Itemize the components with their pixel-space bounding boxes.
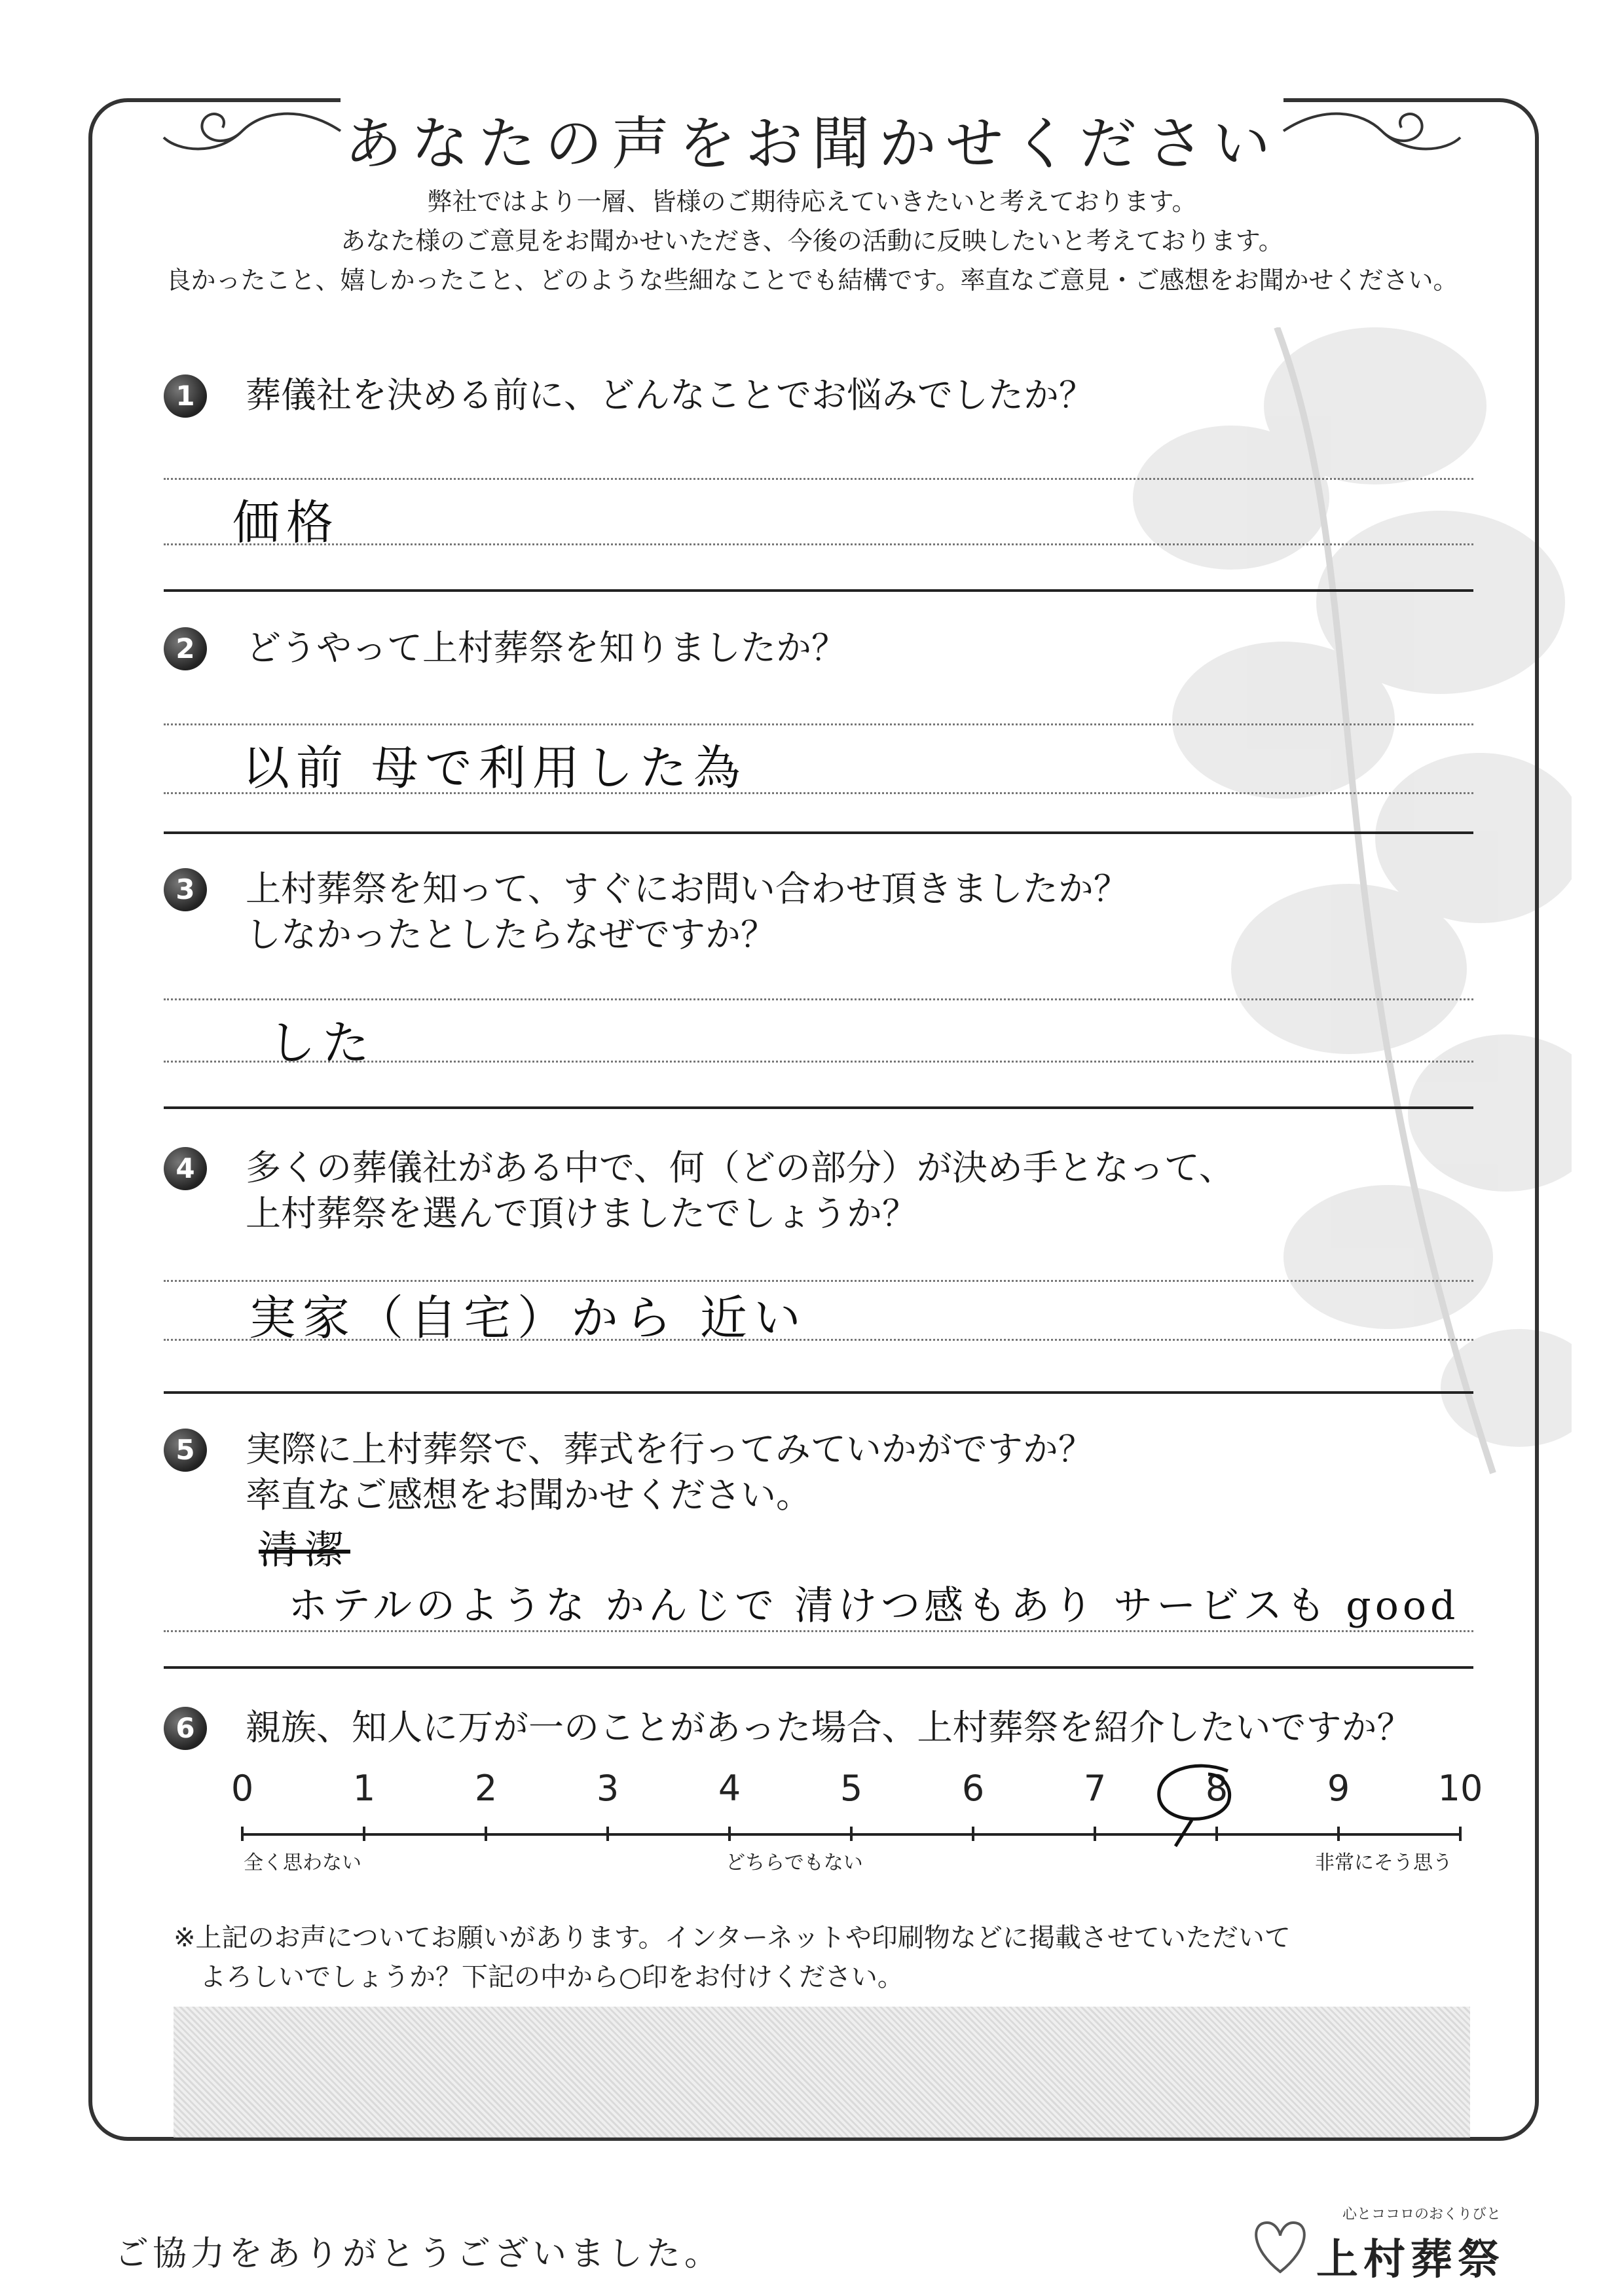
scale-option-3[interactable]: 3: [596, 1768, 619, 1809]
question-2-answer[interactable]: 以前 母で利用した為: [242, 740, 747, 795]
logo-name: 上村葬祭: [1316, 2236, 1505, 2284]
question-6-text: 親族、知人に万が一のことがあった場合、上村葬祭を紹介したいですか？: [246, 1707, 1412, 1748]
scale-tick: [241, 1827, 244, 1841]
scale-tick: [363, 1827, 365, 1841]
question-3-answer[interactable]: した: [268, 1015, 377, 1070]
note-line: よろしいでしょうか？下記の中から○印をお付けください。: [200, 1962, 904, 1992]
intro-line: 弊社ではより一層、皆様のご期待応えていきたいと考えております。: [427, 187, 1197, 216]
scale-label-low: 全く思わない: [244, 1851, 361, 1874]
answer-dotted-line: [164, 723, 1473, 725]
heart-logo-icon: [1244, 2210, 1316, 2282]
question-5-strikethrough-word: 清潔: [259, 1527, 350, 1573]
company-logo: [1231, 2196, 1545, 2288]
title-area: [0, 65, 1624, 177]
intro-text: [131, 182, 1493, 300]
answer-dotted-line: [164, 543, 1473, 545]
answer-dotted-line: [164, 1061, 1473, 1063]
scale-option-6[interactable]: 6: [961, 1768, 985, 1809]
question-2-text: どうやって上村葬祭を知りましたか？: [246, 627, 847, 668]
question-4-text-line1: 多くの葬儀社がある中で、何（どの部分）が決め手となって、: [246, 1147, 1234, 1188]
scale-tick: [972, 1827, 974, 1841]
question-5-number-icon: 5: [164, 1429, 207, 1472]
question-1-answer[interactable]: 価格: [232, 495, 341, 550]
question-1-text: 葬儀社を決める前に、どんなことでお悩みでしたか？: [246, 374, 1094, 416]
question-3-number-icon: 3: [164, 868, 207, 911]
scale-option-0[interactable]: 0: [231, 1768, 254, 1809]
note-line: ※上記のお声についてお願いがあります。インターネットや印刷物などに掲載させていただいて: [174, 1923, 1291, 1953]
answer-dotted-line: [164, 478, 1473, 480]
scale-label-mid: どちらでもない: [726, 1851, 863, 1874]
scale-option-7[interactable]: 7: [1083, 1768, 1107, 1809]
question-4-text-line2: 上村葬祭を選んで頂けましたでしょうか？: [246, 1193, 917, 1234]
scale-option-2[interactable]: 2: [474, 1768, 498, 1809]
answer-dotted-line: [164, 998, 1473, 1000]
question-4-answer[interactable]: 実家（自宅）から 近い: [249, 1290, 807, 1345]
answer-dotted-line: [164, 1339, 1473, 1341]
section-divider: [164, 1391, 1473, 1394]
scale-tick: [728, 1827, 731, 1841]
scale-tick: [606, 1827, 609, 1841]
question-4-number-icon: 4: [164, 1147, 207, 1190]
scale-option-8[interactable]: 8: [1205, 1768, 1228, 1809]
scale-option-10[interactable]: 10: [1437, 1768, 1483, 1809]
scale-label-high: 非常にそう思う: [1315, 1851, 1452, 1874]
scale-option-5[interactable]: 5: [840, 1768, 863, 1809]
question-3-text-line1: 上村葬祭を知って、すぐにお問い合わせ頂きましたか？: [246, 868, 1129, 909]
question-5-answer[interactable]: ホテルのような かんじで 清けつ感もあり サービスも good: [288, 1583, 1460, 1629]
question-5-text-line1: 実際に上村葬祭で、葬式を行ってみていかがですか？: [246, 1429, 1094, 1470]
section-divider: [164, 1106, 1473, 1109]
section-divider: [164, 831, 1473, 834]
thanks-message: ご協力をありがとうございました。: [115, 2234, 723, 2274]
scale-tick: [485, 1827, 487, 1841]
scale-tick: [850, 1827, 853, 1841]
logo-tagline: 心とココロのおくりびと: [1342, 2206, 1502, 2223]
question-5-text-line2: 率直なご感想をお聞かせください。: [246, 1474, 811, 1516]
publication-note: [174, 1918, 1291, 1997]
answer-dotted-line: [164, 1630, 1473, 1632]
redacted-consent-area: [174, 2007, 1470, 2138]
scale-option-1[interactable]: 1: [352, 1768, 376, 1809]
question-6-number-icon: 6: [164, 1707, 207, 1750]
page-title: あなたの声をお聞かせください: [344, 110, 1280, 177]
scale-option-9[interactable]: 9: [1327, 1768, 1350, 1809]
scale-tick: [1459, 1827, 1462, 1841]
section-divider: [164, 1666, 1473, 1669]
selected-rating-circle: [1143, 1758, 1247, 1850]
scale-tick: [1094, 1827, 1096, 1841]
question-2-number-icon: 2: [164, 627, 207, 670]
scale-option-4[interactable]: 4: [718, 1768, 741, 1809]
intro-line: 良かったこと、嬉しかったこと、どのような些細なことでも結構です。率直なご意見・ご感想をお聞かせください。: [166, 266, 1458, 295]
answer-dotted-line: [164, 792, 1473, 794]
section-divider: [164, 589, 1473, 592]
scale-tick: [1337, 1827, 1340, 1841]
intro-line: あなた様のご意見をお聞かせいただき、今後の活動に反映したいと考えております。: [341, 227, 1283, 255]
question-1-number-icon: 1: [164, 374, 207, 418]
question-3-text-line2: しなかったとしたらなぜですか？: [246, 914, 776, 955]
